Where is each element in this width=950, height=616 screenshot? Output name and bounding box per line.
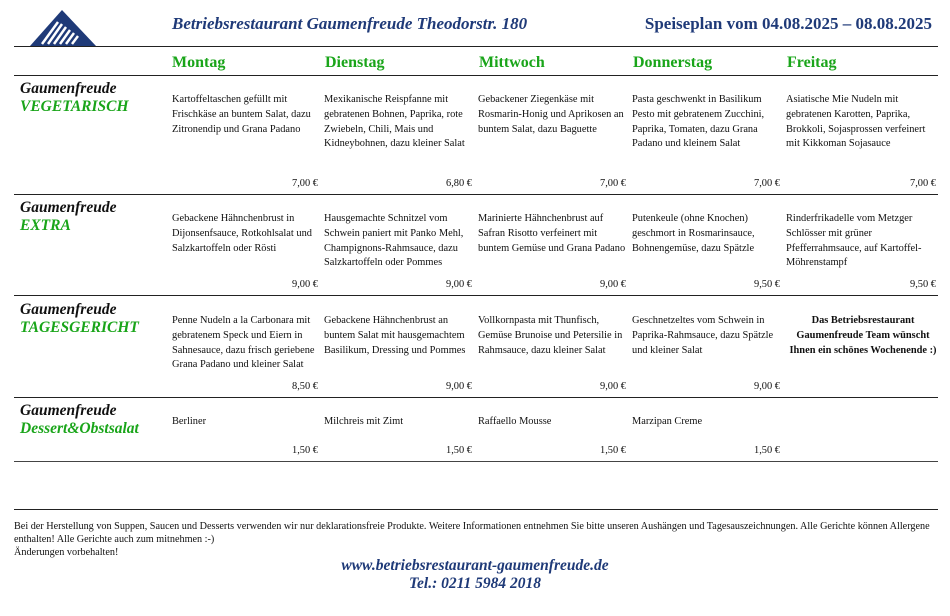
category-vegetarisch-name: VEGETARISCH	[20, 98, 129, 115]
disclaimer-line: Änderungen vorbehalten!	[14, 547, 119, 558]
day-header-wednesday: Mittwoch	[479, 54, 545, 71]
disclaimer-line: Bei der Herstellung von Suppen, Saucen und Desserts verwenden wir nur deklarationsfreie Produkte. Weitere Informationen entnehmen Sie bitte unseren Aushängen und Tagesauszeichnungen. Alle Gerichte können Allergene	[14, 521, 930, 532]
dish-dessert-wednesday: Raffaello Mousse	[478, 416, 552, 427]
category-dessert-name: Dessert&Obstsalat	[20, 420, 139, 437]
row-divider	[14, 295, 938, 296]
price-tagesgericht-tuesday: 9,00 €	[446, 381, 472, 392]
row-divider	[14, 461, 938, 462]
dish-dessert-thursday: Marzipan Creme	[632, 416, 703, 427]
price-vegetarisch-friday: 7,00 €	[910, 178, 936, 189]
dish-extra-monday: Gebackene Hähnchenbrust in Dijonsenfsauce, Rotkohlsalat und Salzkartoffeln oder Rösti	[172, 213, 312, 254]
dish-tagesgericht-thursday: Geschnetzeltes vom Schwein in Paprika-Rahmsauce, dazu Spätzle und kleiner Salat	[632, 315, 774, 356]
footer-divider	[14, 509, 938, 510]
dish-tagesgericht-monday: Penne Nudeln a la Carbonara mit gebratenem Speck und Eiern in Sahnesauce, dazu frisch geriebene Grana Padano und kleiner Salat	[172, 315, 315, 371]
dish-dessert-tuesday: Milchreis mit Zimt	[324, 416, 404, 427]
row-divider	[14, 397, 938, 398]
price-dessert-wednesday: 1,50 €	[600, 445, 626, 456]
friday-weekend-note: Das Betriebsrestaurant Gaumenfreude Team wünscht Ihnen ein schönes Wochenende :)	[789, 315, 937, 356]
price-tagesgericht-wednesday: 9,00 €	[600, 381, 626, 392]
dish-tagesgericht-tuesday: Gebackene Hähnchenbrust an buntem Salat mit hausgemachtem Basilikum, Dressing und Pommes	[324, 315, 466, 356]
dish-tagesgericht-wednesday: Vollkornpasta mit Thunfisch, Gemüse Brunoise und Petersilie in Rahmsauce, dazu kleiner Salat	[478, 315, 623, 356]
category-extra-brand: Gaumenfreude	[20, 199, 117, 216]
price-extra-friday: 9,50 €	[910, 279, 936, 290]
category-vegetarisch-brand: Gaumenfreude	[20, 80, 117, 97]
dish-vegetarisch-thursday: Pasta geschwenkt in Basilikum Pesto mit gebratenem Zucchini, Paprika, Tomaten, dazu Grana Padano und kleinem Salat	[632, 94, 765, 150]
day-header-friday: Freitag	[787, 54, 837, 71]
price-dessert-monday: 1,50 €	[292, 445, 318, 456]
restaurant-title: Betriebsrestaurant Gaumenfreude Theodorstr. 180	[172, 14, 528, 33]
category-tagesgericht-brand: Gaumenfreude	[20, 301, 117, 318]
price-extra-wednesday: 9,00 €	[600, 279, 626, 290]
price-dessert-thursday: 1,50 €	[754, 445, 780, 456]
day-header-monday: Montag	[172, 54, 226, 71]
dish-vegetarisch-friday: Asiatische Mie Nudeln mit gebratenen Karotten, Paprika, Brokkoli, Sojasprossen verfeinert mit Kikkoman Sojasauce	[786, 94, 926, 150]
category-extra-name: EXTRA	[20, 217, 71, 234]
price-tagesgericht-monday: 8,50 €	[292, 381, 318, 392]
price-vegetarisch-thursday: 7,00 €	[754, 178, 780, 189]
dish-extra-wednesday: Marinierte Hähnchenbrust auf Safran Risotto verfeinert mit buntem Gemüse und Grana Padano	[478, 213, 626, 254]
dish-dessert-monday: Berliner	[172, 416, 207, 427]
menu-week-range: Speiseplan vom 04.08.2025 – 08.08.2025	[644, 14, 932, 33]
dish-extra-friday: Rinderfrikadelle vom Metzger Schlösser mit grüner Pfefferrahmsauce, auf Kartoffel-Möhrenstampf	[786, 213, 922, 269]
day-header-thursday: Donnerstag	[633, 54, 713, 71]
price-tagesgericht-thursday: 9,00 €	[754, 381, 780, 392]
website-link[interactable]: www.betriebsrestaurant-gaumenfreude.de	[341, 557, 609, 574]
category-dessert-brand: Gaumenfreude	[20, 402, 117, 419]
dish-extra-thursday: Putenkeule (ohne Knochen) geschmort in Rosmarinsauce, Bohnengemüse, dazu Spätzle	[632, 213, 755, 254]
price-vegetarisch-tuesday: 6,80 €	[446, 178, 472, 189]
category-tagesgericht-name: TAGESGERICHT	[20, 319, 139, 336]
price-extra-thursday: 9,50 €	[754, 279, 780, 290]
price-extra-tuesday: 9,00 €	[446, 279, 472, 290]
dish-extra-tuesday: Hausgemachte Schnitzel vom Schwein paniert mit Panko Mehl, Champignons-Rahmsauce, dazu Salzkartoffeln oder Pommes	[324, 213, 464, 269]
dish-vegetarisch-wednesday: Gebackener Ziegenkäse mit Rosmarin-Honig und Aprikosen an buntem Salat, dazu Baguette	[478, 94, 624, 135]
price-vegetarisch-wednesday: 7,00 €	[600, 178, 626, 189]
allergen-disclaimer	[14, 520, 942, 559]
dish-vegetarisch-tuesday: Mexikanische Reispfanne mit gebratenen Bohnen, Paprika, rote Zwiebeln, Chili, Mais und Kidneybohnen, dazu kleiner Salat	[324, 94, 465, 150]
disclaimer-line: enthalten! Alle Gerichte auch zum mitnehmen :-)	[14, 534, 215, 545]
day-header-tuesday: Dienstag	[325, 54, 385, 71]
header-divider	[14, 46, 938, 47]
price-extra-monday: 9,00 €	[292, 279, 318, 290]
price-vegetarisch-monday: 7,00 €	[292, 178, 318, 189]
restaurant-logo	[28, 8, 98, 48]
days-divider	[14, 75, 938, 76]
dish-vegetarisch-monday: Kartoffeltaschen gefüllt mit Frischkäse an buntem Salat, dazu Zitronendip und Grana Padano	[172, 94, 311, 135]
row-divider	[14, 194, 938, 195]
price-dessert-tuesday: 1,50 €	[446, 445, 472, 456]
phone-number: Tel.: 0211 5984 2018	[408, 575, 542, 592]
